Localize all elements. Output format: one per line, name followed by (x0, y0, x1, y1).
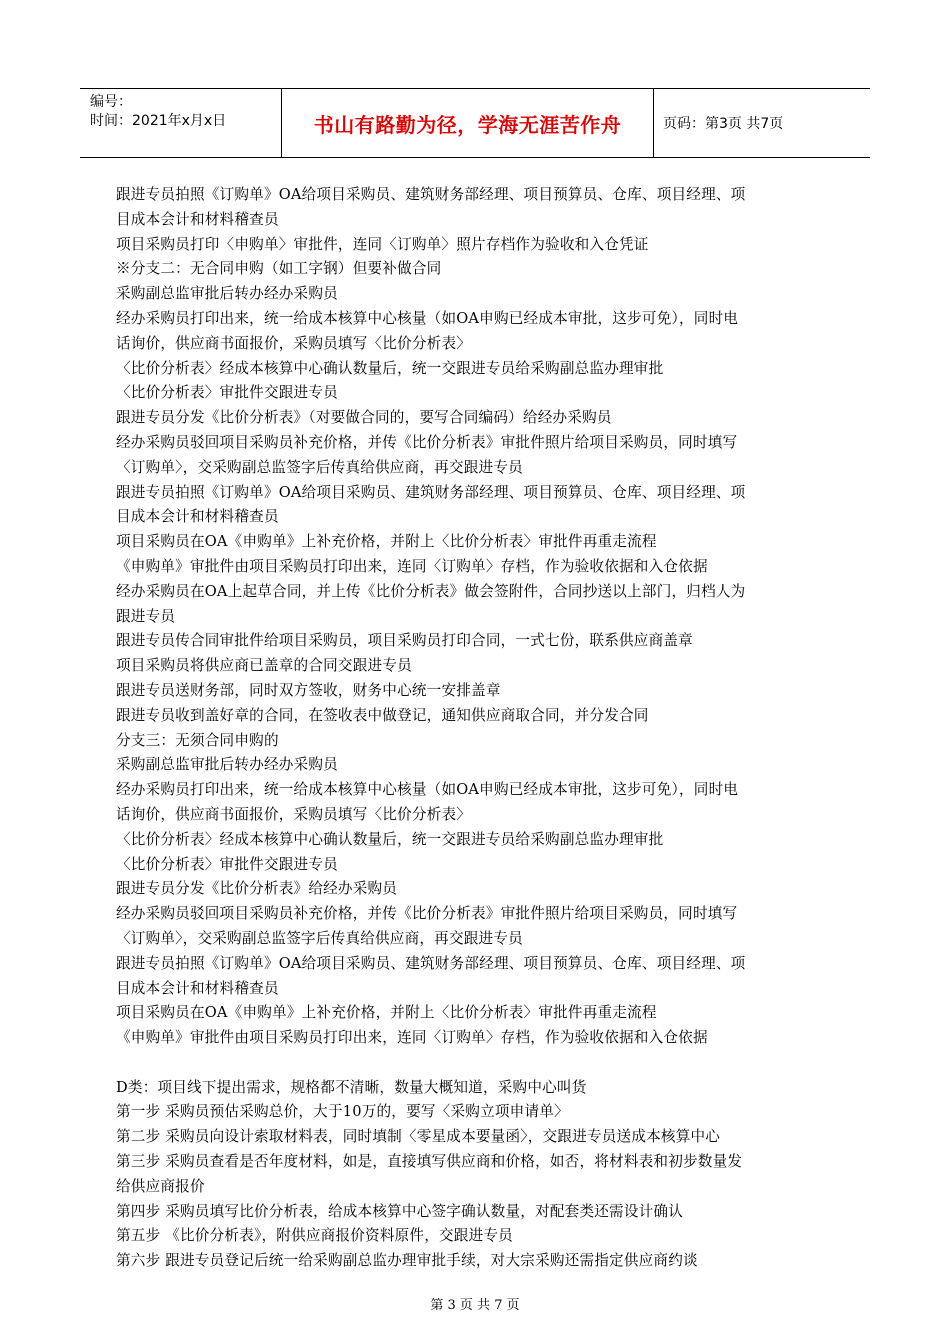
body-line: 项目采购员在OA《申购单》上补充价格，并附上〈比价分析表〉审批件再重走流程 (116, 533, 657, 551)
body-line: 话询价，供应商书面报价，采购员填写〈比价分析表〉 (116, 334, 472, 352)
body-line: 项目采购员将供应商已盖章的合同交跟进专员 (116, 657, 412, 675)
body-line: ※分支二：无合同申购（如工字钢）但要补做合同 (116, 260, 442, 278)
body-line: 〈比价分析表〉经成本核算中心确认数量后，统一交跟进专员给采购副总监办理审批 (116, 359, 664, 377)
header-page-cell (654, 89, 870, 157)
time-label: 时间：2021年x月x日 (90, 113, 227, 129)
number-label: 编号： (90, 94, 132, 110)
body-line: 跟进专员 (116, 607, 176, 625)
body-line: 给供应商报价 (116, 1177, 205, 1195)
body-line: 〈比价分析表〉经成本核算中心确认数量后，统一交跟进专员给采购副总监办理审批 (116, 830, 664, 848)
header-motto-cell (282, 89, 654, 157)
body-line: 目成本会计和材料稽查员 (116, 210, 279, 228)
body-line: 〈订购单〉，交采购副总监签字后传真给供应商，再交跟进专员 (116, 458, 523, 476)
body-line (116, 1051, 838, 1076)
motto-text: 书山有路勤为径，学海无涯苦作舟 (313, 112, 622, 137)
page-label: 页码：第3页 共7页 (663, 116, 784, 132)
body-line: 第二步 采购员向设计索取材料表，同时填制〈零星成本要量函〉，交跟进专员送成本核算中心 (116, 1128, 721, 1146)
header-info-cell (80, 89, 282, 157)
body-line: 〈比价分析表〉审批件交跟进专员 (116, 384, 338, 402)
body-line: 跟进专员传合同审批件给项目采购员，项目采购员打印合同，一式七份，联系供应商盖章 (116, 632, 693, 650)
body-line: 《申购单》审批件由项目采购员打印出来，连同〈订购单〉存档，作为验收依据和入仓依据 (116, 557, 708, 575)
body-line: 第四步 采购员填写比价分析表，给成本核算中心签字确认数量，对配套类还需设计确认 (116, 1202, 684, 1220)
body-line: 《申购单》审批件由项目采购员打印出来，连同〈订购单〉存档，作为验收依据和入仓依据 (116, 1029, 708, 1047)
body-line: 经办采购员驳回项目采购员补充价格，并传《比价分析表》审批件照片给项目采购员，同时填写 (116, 433, 738, 451)
body-line: 跟进专员拍照《订购单》OA给项目采购员、建筑财务部经理、项目预算员、仓库、项目经理、项 (116, 186, 746, 203)
body-line: 跟进专员收到盖好章的合同，在签收表中做登记，通知供应商取合同，并分发合同 (116, 706, 649, 724)
body-line: 采购副总监审批后转办经办采购员 (116, 756, 338, 774)
body-line: 跟进专员拍照《订购单》OA给项目采购员、建筑财务部经理、项目预算员、仓库、项目经理、项 (116, 483, 746, 501)
document-header (80, 88, 870, 158)
document-body (116, 183, 838, 1274)
body-line: 第三步 采购员查看是否年度材料，如是，直接填写供应商和价格，如否，将材料表和初步数量发 (116, 1153, 743, 1171)
body-line: 〈比价分析表〉审批件交跟进专员 (116, 855, 338, 873)
body-line: 跟进专员分发《比价分析表》（对要做合同的，要写合同编码）给经办采购员 (116, 409, 612, 427)
body-line: 话询价，供应商书面报价，采购员填写〈比价分析表〉 (116, 805, 472, 823)
body-line: 经办采购员驳回项目采购员补充价格，并传《比价分析表》审批件照片给项目采购员，同时填写 (116, 905, 738, 923)
page-footer: 第 3 页 共 7 页 (430, 1298, 520, 1313)
body-line: 目成本会计和材料稽查员 (116, 508, 279, 526)
body-line: D类：项目线下提出需求，规格都不清晰，数量大概知道，采购中心叫货 (116, 1078, 587, 1096)
body-line: 经办采购员在OA上起草合同，并上传《比价分析表》做会签附件，合同抄送以上部门，归档人为 (116, 582, 746, 600)
body-line: 经办采购员打印出来，统一给成本核算中心核量（如OA申购已经成本审批，这步可免），同时电 (116, 309, 739, 327)
body-line: 〈订购单〉，交采购副总监签字后传真给供应商，再交跟进专员 (116, 929, 523, 947)
body-line: 第六步 跟进专员登记后统一给采购副总监办理审批手续，对大宗采购还需指定供应商约谈 (116, 1252, 698, 1270)
body-line: 目成本会计和材料稽查员 (116, 979, 279, 997)
body-line: 项目采购员打印〈申购单〉审批件，连同〈订购单〉照片存档作为验收和入仓凭证 (116, 235, 649, 253)
body-line: 第五步 《比价分析表》，附供应商报价资料原件，交跟进专员 (116, 1227, 513, 1245)
body-line: 跟进专员分发《比价分析表》给经办采购员 (116, 880, 398, 898)
body-line: 分支三：无须合同申购的 (116, 731, 279, 749)
body-line: 采购副总监审批后转办经办采购员 (116, 285, 338, 303)
body-line: 跟进专员送财务部，同时双方签收，财务中心统一安排盖章 (116, 681, 501, 699)
body-line: 跟进专员拍照《订购单》OA给项目采购员、建筑财务部经理、项目预算员、仓库、项目经理、项 (116, 954, 746, 972)
body-line: 第一步 采购员预估采购总价，大于10万的，要写〈采购立项申请单〉 (116, 1103, 569, 1121)
body-line: 项目采购员在OA《申购单》上补充价格，并附上〈比价分析表〉审批件再重走流程 (116, 1004, 657, 1022)
body-line: 经办采购员打印出来，统一给成本核算中心核量（如OA申购已经成本审批，这步可免），同时电 (116, 781, 739, 799)
